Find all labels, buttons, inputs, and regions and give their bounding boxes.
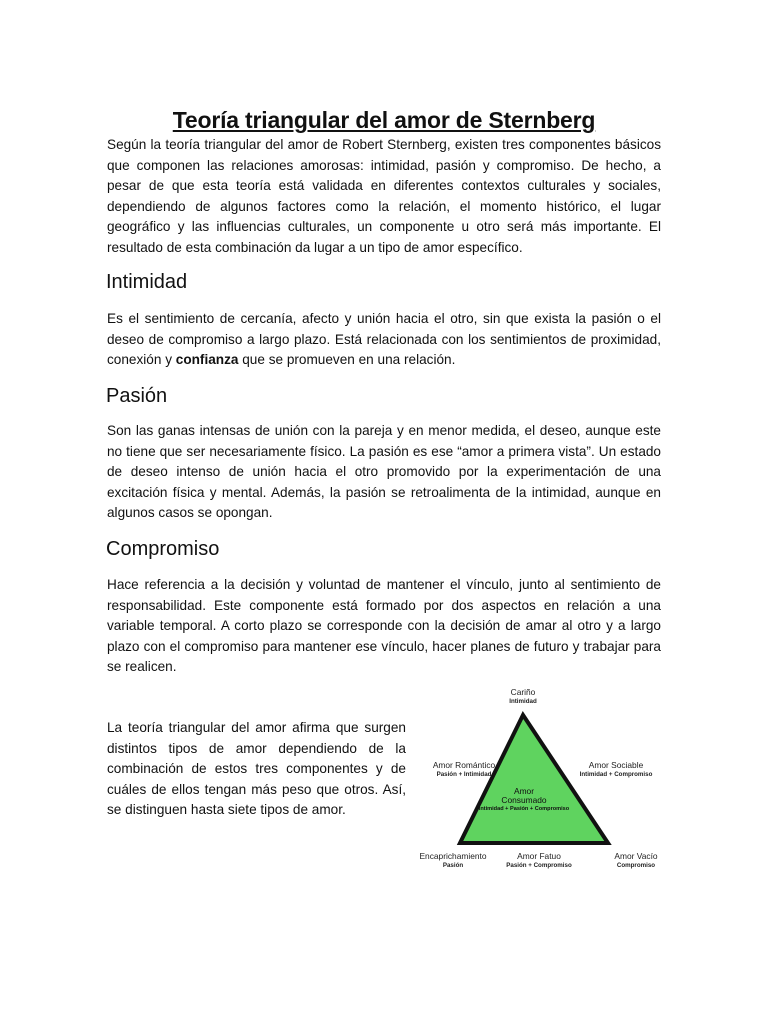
- label-encaprichamiento-main: Encaprichamiento: [419, 851, 487, 861]
- compromiso-paragraph: Hace referencia a la decisión y voluntad de mantener el vínculo, junto al sentimiento de responsabilidad. Este componente está formado por dos aspectos en relación a una variable temporal. A corto plazo se corresponde con la decisión de amar al otro y a largo plazo con el compromiso para mantener ese vínculo, hacer planes de futuro y trabajar para se realicen.: [107, 577, 661, 675]
- intimidad-bold-word: confianza: [175, 352, 239, 368]
- label-carino-sub: Intimidad: [509, 697, 537, 705]
- intimidad-paragraph: [107, 309, 661, 371]
- heading-intimidad: Intimidad: [106, 271, 188, 293]
- label-amor-sociable-main: Amor Sociable: [588, 760, 644, 770]
- label-amor-fatuo-main: Amor Fatuo: [517, 851, 561, 861]
- label-amor-vacio-main: Amor Vacío: [614, 851, 658, 861]
- label-amor-sociable-sub: Intimidad + Compromiso: [579, 770, 653, 778]
- intimidad-text-after: que se promueven en una relación.: [238, 352, 456, 368]
- heading-compromiso: Compromiso: [106, 538, 220, 560]
- label-amor-fatuo: [496, 852, 582, 869]
- page-title: Teoría triangular del amor de Sternberg: [172, 107, 596, 134]
- label-amor-consumado: [478, 787, 570, 813]
- label-carino-main: Cariño: [510, 687, 536, 697]
- label-consumado-line2: Consumado: [501, 795, 547, 806]
- label-carino: [503, 688, 543, 705]
- triangle-svg: [410, 682, 670, 877]
- intro-paragraph: Según la teoría triangular del amor de Robert Sternberg, existen tres componentes básicos que componen las relaciones amorosas: intimidad, pasión y compromiso. De hecho, a pesar de que esta teoría está validada en diferentes contextos culturales y sociales, dependiendo de algunos factores como la relación, el momento histórico, el lugar geográfico y las influencias culturales, un componente u otro será más importante. El resultado de esta combinación da lugar a un tipo de amor específico.: [107, 137, 661, 255]
- label-amor-fatuo-sub: Pasión + Compromiso: [506, 861, 572, 869]
- label-consumado-sub: Intimidad + Pasión + Compromiso: [478, 806, 570, 813]
- label-amor-romantico: [424, 761, 504, 778]
- sternberg-triangle-diagram: [410, 682, 670, 877]
- label-amor-romantico-sub: Pasión + Intimidad: [436, 770, 492, 778]
- label-amor-vacio-sub: Compromiso: [616, 861, 656, 869]
- pasion-paragraph: Son las ganas intensas de unión con la pareja y en menor medida, el deseo, aunque este no tiene que ser necesariamente físico. La pasión es ese “amor a primera vista”. Un estado de deseo intenso de unión hacia el otro promovido por la experimentación de una excitación física y mental. Además, la pasión se retroalimenta de la intimidad, aunque en algunos casos se opongan.: [107, 423, 661, 521]
- label-amor-sociable: [572, 761, 660, 778]
- heading-pasion: Pasión: [106, 385, 168, 407]
- label-amor-romantico-main: Amor Romántico: [432, 760, 496, 770]
- label-consumado-line1: Amor: [513, 786, 534, 796]
- label-amor-vacio: [608, 852, 664, 869]
- intimidad-text-before: Es el sentimiento de cercanía, afecto y unión hacia el otro, sin que exista la pasión o el deseo de compromiso a largo plazo. Está relacionada con los sentimientos de proximidad, conexión y: [107, 311, 661, 368]
- tipos-paragraph: La teoría triangular del amor afirma que surgen distintos tipos de amor dependiendo de la combinación de estos tres componentes y de cuáles de ellos tengan más peso que otros. Así, se distinguen hasta siete tipos de amor.: [107, 720, 406, 818]
- label-encaprichamiento: [410, 852, 496, 869]
- love-triangle: [460, 715, 608, 843]
- label-encaprichamiento-sub: Pasión: [442, 861, 464, 869]
